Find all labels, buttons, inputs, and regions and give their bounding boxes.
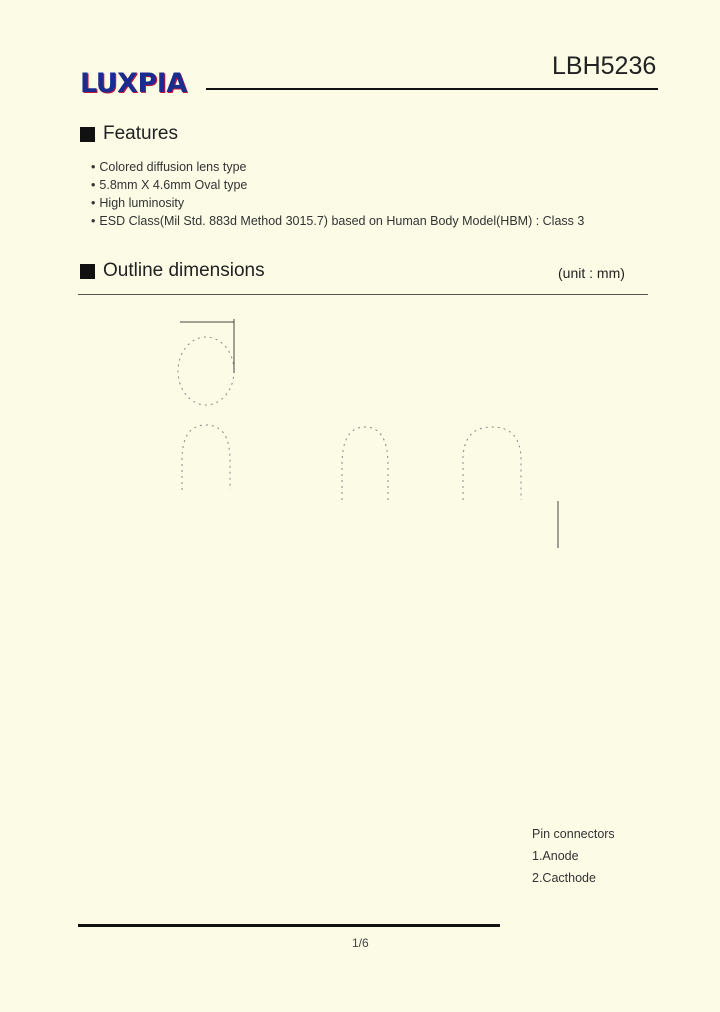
pin-item: 2.Cacthode: [532, 871, 596, 885]
outline-dimension-drawing: [130, 305, 590, 865]
document-code: LBH5236: [552, 52, 657, 80]
rear-view-lens: [463, 427, 521, 500]
feature-item: • ESD Class(Mil Std. 883d Method 3015.7) based on Human Body Model(HBM) : Class 3: [91, 212, 584, 230]
features-bullet-square: [80, 127, 95, 142]
side-view-lens: [342, 427, 388, 500]
outline-bullet-square: [80, 264, 95, 279]
features-heading: Features: [103, 123, 178, 144]
outline-heading: Outline dimensions: [103, 260, 265, 281]
pin-connectors: [532, 823, 615, 889]
outline-rule: [78, 294, 648, 295]
front-view-lens: [182, 425, 230, 490]
feature-item: • 5.8mm X 4.6mm Oval type: [91, 176, 584, 194]
pin-item: 1.Anode: [532, 849, 579, 863]
top-view-oval: [178, 337, 234, 405]
header-rule: [206, 88, 658, 90]
footer-rule: [78, 924, 500, 927]
features-list: [91, 158, 584, 230]
luxpia-logo: LUXPIA: [80, 68, 187, 99]
feature-item: • Colored diffusion lens type: [91, 158, 584, 176]
feature-item: • High luminosity: [91, 194, 584, 212]
pin-connectors-title: Pin connectors: [532, 827, 615, 841]
page-number: 1/6: [352, 936, 369, 950]
unit-note: (unit : mm): [558, 265, 625, 281]
